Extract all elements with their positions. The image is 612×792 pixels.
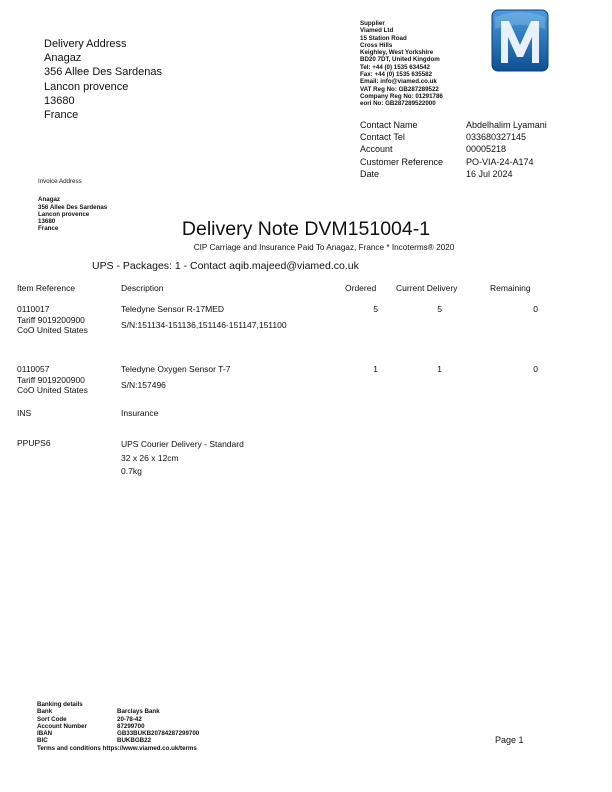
row-description [121,304,287,330]
contact-label: Contact Tel [360,132,405,143]
delivery-address-line: 13680 [44,94,75,107]
banking-value: GB33BUKB20784287299700 [117,730,200,738]
delivery-address-line: Lancon provence [44,80,129,93]
contact-label: Customer Reference [360,156,444,167]
row-description [121,438,244,479]
document-title: Delivery Note DVM151004-1 [181,218,431,240]
row-item-ref: PPUPS6 [17,438,51,448]
packages-line: UPS - Packages: 1 - Contact aqib.majeed@viamed.co.uk [92,260,359,272]
banking-details [37,701,199,752]
row-ordered: 5 [373,304,378,314]
invoice-address-line: Lancon provence [38,210,90,218]
delivery-address-title: Delivery Address [44,38,127,50]
serial-numbers: S/N:157496 [121,379,166,390]
contact-row [360,131,547,143]
terms-link[interactable]: Terms and conditions https://www.viamed.co.uk/terms [37,744,197,752]
package-dimensions: 32 x 26 x 12cm [121,452,179,463]
row-description: Insurance [121,408,159,418]
row-current-delivery: 5 [437,304,442,314]
banking-title: Banking details [37,701,83,708]
header-remaining: Remaining [490,283,531,293]
item-coo: CoO United States [17,325,88,335]
header-item-reference: Item Reference [17,283,76,293]
row-current-delivery: 1 [437,364,442,374]
supplier-line: Cross Hills [360,41,393,49]
row-remaining: 0 [533,364,538,374]
delivery-address [44,37,162,122]
delivery-address-line: 356 Allee Des Sardenas [44,66,163,79]
supplier-email[interactable]: Email: info@viamed.co.uk [360,78,437,86]
supplier-line: Keighley, West Yorkshire [360,49,434,57]
header-ordered: Ordered [345,283,377,293]
banking-label: IBAN [37,730,53,738]
contact-value: 033680327145 [466,132,527,143]
item-code: 0110017 [17,304,50,314]
package-weight: 0.7kg [121,466,142,476]
row-remaining: 0 [533,304,538,314]
supplier-block [360,20,443,108]
supplier-line: 15 Station Road [360,34,407,42]
contact-table [360,119,547,180]
invoice-address-title: Invoice Address [38,178,82,185]
row-description [121,364,230,390]
supplier-line: Supplier [360,20,385,27]
contact-value: 00005218 [466,144,507,155]
supplier-line: BD20 7DT, United Kingdom [360,56,440,64]
item-tariff: Tariff 9019200900 [17,374,85,385]
delivery-address-line: France [44,109,79,122]
invoice-address-line: 356 Allee Des Sardenas [38,203,108,211]
banking-row [37,723,199,730]
viamed-logo-icon [491,9,549,72]
contact-label: Date [360,168,380,179]
invoice-address-line: 13680 [38,218,56,226]
contact-label: Account [360,144,393,155]
item-tariff: Tariff 9019200900 [17,314,85,325]
header-description: Description [121,283,164,293]
description-line: Teledyne Oxygen Sensor T-7 [121,364,231,374]
contact-value: PO-VIA-24-A174 [466,156,534,167]
supplier-line: Fax: +44 (0) 1535 635582 [360,71,433,79]
row-item-ref: INS [17,408,32,418]
description-line: UPS Courier Delivery - Standard [121,439,244,449]
page-number: Page 1 [495,735,524,745]
banking-label: Sort Code [37,715,67,723]
supplier-line: VAT Reg No: GB287289522 [360,85,439,93]
serial-numbers: S/N:151134-151136,151146-151147,151100 [121,319,287,330]
contact-row [360,168,547,180]
banking-row [37,716,199,723]
contact-row [360,143,547,155]
item-code: 0110057 [17,364,50,374]
header-current-delivery: Current Delivery [396,283,458,293]
banking-label: Bank [37,708,53,716]
banking-label: Account Number [37,722,87,730]
supplier-line: eori No: GB287289522000 [360,100,436,108]
invoice-address-line: Anagaz [38,196,61,204]
contact-value: 16 Jul 2024 [466,168,513,179]
delivery-address-line: Anagaz [44,52,82,65]
banking-row [37,708,199,715]
item-coo: CoO United States [17,385,88,395]
contact-label: Contact Name [360,120,418,130]
supplier-line: Viamed Ltd [360,27,394,35]
banking-value: 20-78-42 [117,715,142,723]
row-item-ref [17,364,88,396]
supplier-line: Company Reg No: 01291786 [360,92,443,100]
contact-value: Abdelhalim Lyamani [466,120,547,130]
contact-row [360,119,547,131]
banking-value: BUKBGB22 [117,737,152,745]
incoterms-line: CIP Carriage and Insurance Paid To Anagaz, France * Incoterms® 2020 [193,243,455,252]
banking-value: Barclays Bank [117,708,160,716]
banking-row [37,730,199,737]
row-ordered: 1 [373,364,378,374]
supplier-line: Tel: +44 (0) 1535 634542 [360,63,430,71]
contact-row [360,156,547,168]
banking-label: BIC [37,737,48,745]
banking-value: 87299700 [117,722,145,730]
invoice-address-line: France [38,225,59,233]
description-line: Teledyne Sensor R-17MED [121,304,224,314]
banking-row [37,737,199,744]
row-item-ref [17,304,88,336]
